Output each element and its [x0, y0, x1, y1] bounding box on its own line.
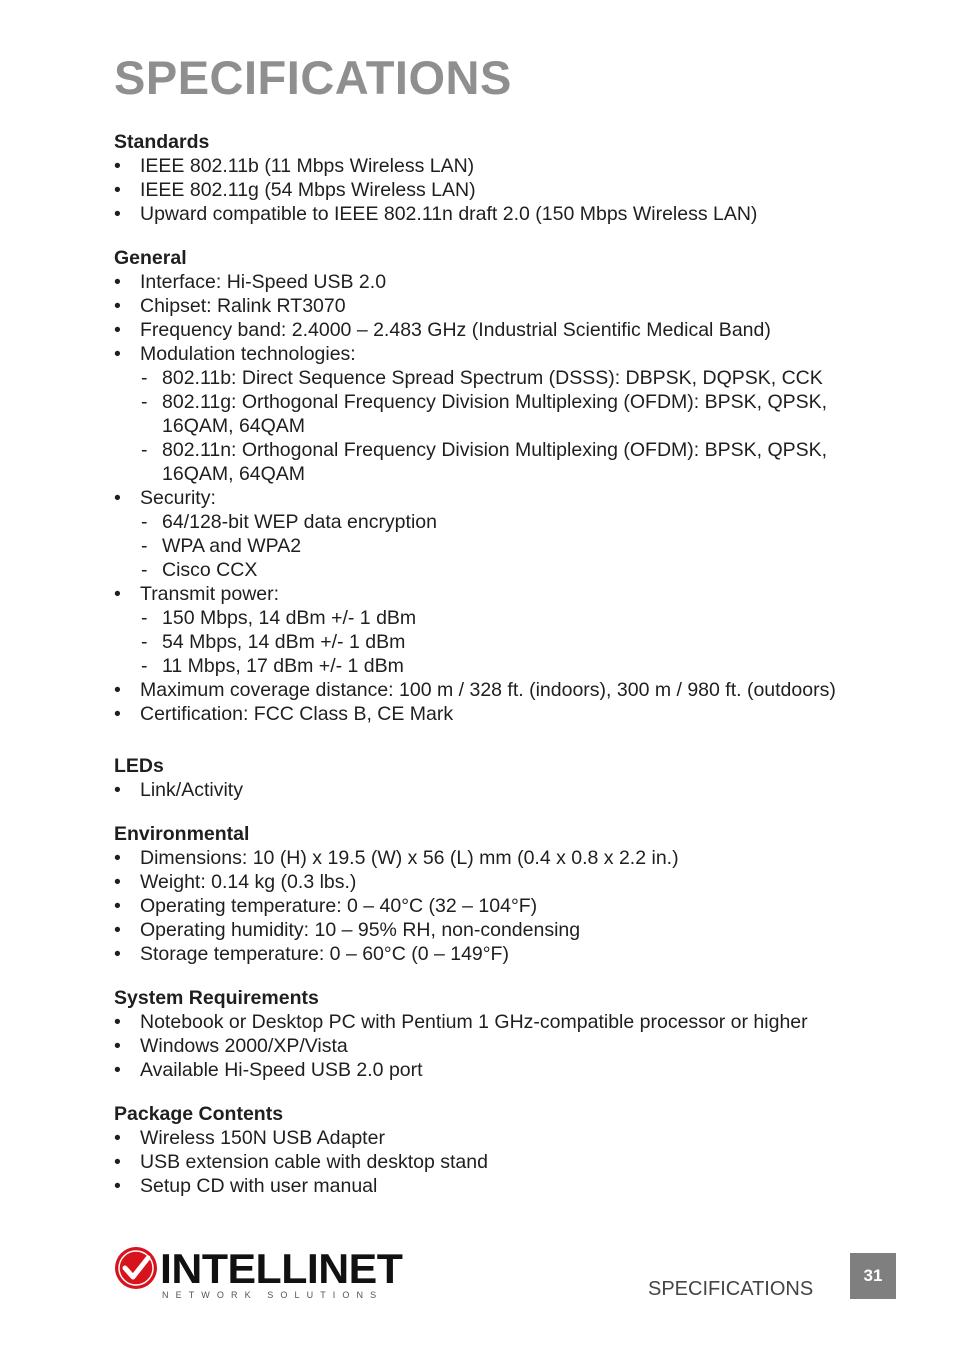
spec-item-text: USB extension cable with desktop stand — [140, 1151, 488, 1173]
intellinet-logo — [114, 1246, 404, 1302]
spec-item — [114, 1010, 874, 1034]
section-heading: System Requirements — [114, 987, 319, 1009]
section-heading: Environmental — [114, 823, 250, 845]
spec-item — [114, 870, 874, 894]
spec-item-text: Certification: FCC Class B, CE Mark — [140, 703, 454, 725]
spec-subitem: - 150 Mbps, 14 dBm +/- 1 dBm — [140, 606, 874, 630]
spec-list — [114, 154, 874, 226]
spec-section — [114, 986, 874, 1082]
page-title: SPECIFICATIONS — [114, 51, 512, 104]
spec-item-text: Transmit power: — [140, 583, 280, 605]
spec-item — [114, 1150, 874, 1174]
spec-item-text: Wireless 150N USB Adapter — [140, 1127, 385, 1149]
spec-item — [114, 1126, 874, 1150]
spec-item-text: Interface: Hi-Speed USB 2.0 — [140, 271, 387, 293]
spec-subitem: - 802.11b: Direct Sequence Spread Spectrum (DSSS): DBPSK, DQPSK, CCK — [140, 366, 874, 390]
spec-item-text: Operating temperature: 0 – 40°C (32 – 104°F) — [140, 895, 538, 917]
spec-item — [114, 918, 874, 942]
spec-section — [114, 130, 874, 226]
spec-item — [114, 582, 874, 678]
spec-item — [114, 270, 874, 294]
spec-item-text: Upward compatible to IEEE 802.11n draft 2.0 (150 Mbps Wireless LAN) — [140, 203, 758, 225]
spec-item — [114, 154, 874, 178]
spec-item — [114, 942, 874, 966]
spec-item — [114, 342, 874, 486]
spec-section — [114, 754, 874, 802]
spec-item — [114, 894, 874, 918]
spec-subitem: - 54 Mbps, 14 dBm +/- 1 dBm — [140, 630, 874, 654]
spec-item — [114, 1034, 874, 1058]
section-heading: Standards — [114, 131, 210, 153]
logo-wordmark: INTELLINET — [160, 1245, 403, 1292]
section-heading: Package Contents — [114, 1103, 284, 1125]
spec-item-text: Chipset: Ralink RT3070 — [140, 295, 346, 317]
spec-subitem: - WPA and WPA2 — [140, 534, 874, 558]
logo-tagline: NETWORK SOLUTIONS — [162, 1290, 384, 1300]
spec-item-text: IEEE 802.11b (11 Mbps Wireless LAN) — [140, 155, 475, 177]
spec-list — [114, 270, 874, 726]
spec-item-text: Operating humidity: 10 – 95% RH, non-condensing — [140, 919, 581, 941]
spec-item — [114, 294, 874, 318]
spec-item-text: Frequency band: 2.4000 – 2.483 GHz (Industrial Scientific Medical Band) — [140, 319, 771, 341]
spec-item — [114, 486, 874, 582]
spec-item — [114, 846, 874, 870]
spec-sublist — [140, 366, 874, 486]
spec-sublist — [140, 510, 874, 582]
footer-section-label: SPECIFICATIONS — [648, 1278, 814, 1300]
spec-subitem: - Cisco CCX — [140, 558, 874, 582]
spec-item-text: Modulation technologies: — [140, 343, 356, 365]
spec-section — [114, 1102, 874, 1198]
spec-item — [114, 178, 874, 202]
spec-item-text: Setup CD with user manual — [140, 1175, 378, 1197]
spec-item — [114, 1174, 874, 1198]
spec-subitem: - 64/128-bit WEP data encryption — [140, 510, 874, 534]
spec-item-text: Notebook or Desktop PC with Pentium 1 GHz-compatible processor or higher — [140, 1011, 808, 1033]
spec-item-text: Available Hi-Speed USB 2.0 port — [140, 1059, 423, 1081]
spec-item-text: Weight: 0.14 kg (0.3 lbs.) — [140, 871, 357, 893]
spec-subitem: - 11 Mbps, 17 dBm +/- 1 dBm — [140, 654, 874, 678]
spec-item-text: IEEE 802.11g (54 Mbps Wireless LAN) — [140, 179, 476, 201]
spec-item — [114, 702, 874, 726]
spec-item — [114, 778, 874, 802]
spec-list — [114, 1126, 874, 1198]
spec-list — [114, 778, 874, 802]
section-heading: General — [114, 247, 187, 269]
spec-item-text: Maximum coverage distance: 100 m / 328 ft. (indoors), 300 m / 980 ft. (outdoors) — [140, 679, 836, 701]
spec-item — [114, 678, 874, 702]
spec-item-text: Link/Activity — [140, 779, 243, 801]
page-number: 31 — [850, 1253, 896, 1299]
spec-list — [114, 1010, 874, 1082]
spec-content — [114, 130, 874, 1218]
spec-item-text: Windows 2000/XP/Vista — [140, 1035, 348, 1057]
section-heading: LEDs — [114, 755, 164, 777]
spec-sublist — [140, 606, 874, 678]
spec-item — [114, 202, 874, 226]
spec-subitem: - 802.11g: Orthogonal Frequency Division Multiplexing (OFDM): BPSK, QPSK, 16QAM, 64QAM — [140, 390, 874, 438]
spec-item-text: Dimensions: 10 (H) x 19.5 (W) x 56 (L) mm (0.4 x 0.8 x 2.2 in.) — [140, 847, 679, 869]
spec-item-text: Storage temperature: 0 – 60°C (0 – 149°F) — [140, 943, 509, 965]
spec-list — [114, 846, 874, 966]
spec-section — [114, 822, 874, 966]
spec-section — [114, 246, 874, 726]
logo-checkmark-icon — [114, 1246, 158, 1290]
spec-item — [114, 1058, 874, 1082]
spec-item — [114, 318, 874, 342]
spec-item-text: Security: — [140, 487, 216, 509]
spec-subitem: - 802.11n: Orthogonal Frequency Division Multiplexing (OFDM): BPSK, QPSK, 16QAM, 64QAM — [140, 438, 874, 486]
